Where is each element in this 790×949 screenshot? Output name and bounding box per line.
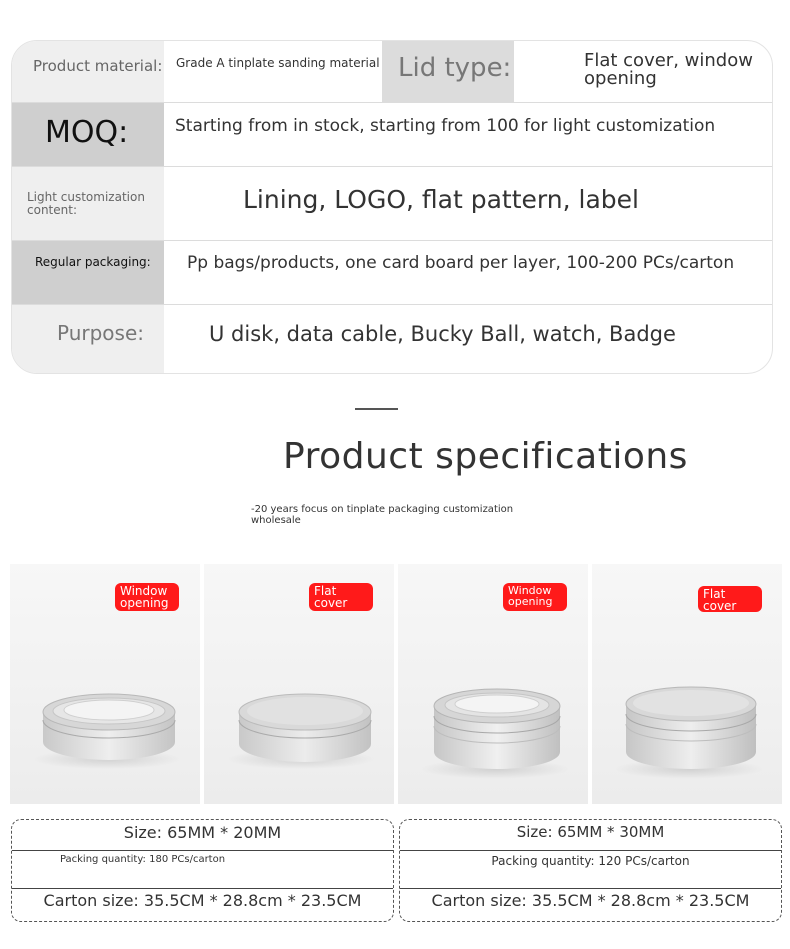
material-label-cell xyxy=(12,41,164,102)
spec-size: Size: 65MM * 30MM xyxy=(516,823,665,841)
product-photo-flat-30mm xyxy=(592,564,782,804)
packaging-value: Pp bags/products, one card board per layer, 100-200 PCs/carton xyxy=(187,253,735,273)
moq-label-cell xyxy=(12,103,164,166)
packaging-value-cell xyxy=(164,241,773,304)
packaging-label: Regular packaging: xyxy=(35,255,151,269)
spec-carton: Carton size: 35.5CM * 28.8cm * 23.5CM xyxy=(43,891,362,910)
flat-tin-image xyxy=(622,676,760,772)
tag-badge: Window opening xyxy=(503,583,567,611)
purpose-value-cell xyxy=(164,305,773,374)
custom-label: Light customization content: xyxy=(27,190,145,217)
product-photo-flat-20mm xyxy=(204,564,394,804)
lid-label-cell xyxy=(382,41,514,103)
lid-label: Lid type: xyxy=(398,53,512,83)
spec-divider xyxy=(400,850,781,851)
moq-label: MOQ: xyxy=(45,115,129,150)
spec-box-20mm xyxy=(11,819,394,922)
purpose-value: U disk, data cable, Bucky Ball, watch, Badge xyxy=(209,322,676,346)
spec-carton: Carton size: 35.5CM * 28.8cm * 23.5CM xyxy=(431,891,750,910)
custom-value: Lining, LOGO, flat pattern, label xyxy=(243,185,639,214)
product-photo-window-30mm xyxy=(398,564,588,804)
row-moq xyxy=(12,103,773,167)
purpose-label-cell xyxy=(12,305,164,374)
flat-tin-image xyxy=(236,684,374,766)
custom-value-cell xyxy=(164,167,773,240)
spec-size: Size: 65MM * 20MM xyxy=(123,823,282,842)
spec-divider xyxy=(12,888,393,889)
spec-box-30mm xyxy=(399,819,782,922)
lid-value: Flat cover, window opening xyxy=(584,50,753,89)
moq-value: Starting from in stock, starting from 100 for light customization xyxy=(175,116,716,136)
packaging-label-cell xyxy=(12,241,164,304)
lid-value-cell xyxy=(514,41,773,102)
product-photo-window-20mm xyxy=(10,564,200,804)
row-purpose xyxy=(12,305,773,374)
spec-divider xyxy=(12,850,393,851)
purpose-label: Purpose: xyxy=(57,321,145,345)
section-divider xyxy=(355,408,398,410)
moq-value-cell xyxy=(164,103,773,166)
tag-badge: Window opening xyxy=(115,583,179,611)
material-value-cell xyxy=(164,41,382,102)
window-tin-image xyxy=(428,680,566,774)
material-value: Grade A tinplate sanding material xyxy=(176,56,380,70)
custom-label-cell xyxy=(12,167,164,240)
spec-divider xyxy=(400,888,781,889)
row-material xyxy=(12,41,773,103)
specs-title: Product specifications xyxy=(283,436,688,477)
row-customization xyxy=(12,167,773,241)
product-info-table xyxy=(11,40,773,374)
material-label: Product material: xyxy=(33,57,163,75)
tag-badge: Flat cover xyxy=(309,583,373,611)
row-packaging xyxy=(12,241,773,305)
specs-subtitle: -20 years focus on tinplate packaging customization wholesale xyxy=(251,504,514,526)
spec-packing: Packing quantity: 180 PCs/carton xyxy=(59,854,226,865)
spec-packing: Packing quantity: 120 PCs/carton xyxy=(491,854,690,868)
tag-badge: Flat cover xyxy=(698,586,762,612)
window-tin-image xyxy=(40,682,178,764)
